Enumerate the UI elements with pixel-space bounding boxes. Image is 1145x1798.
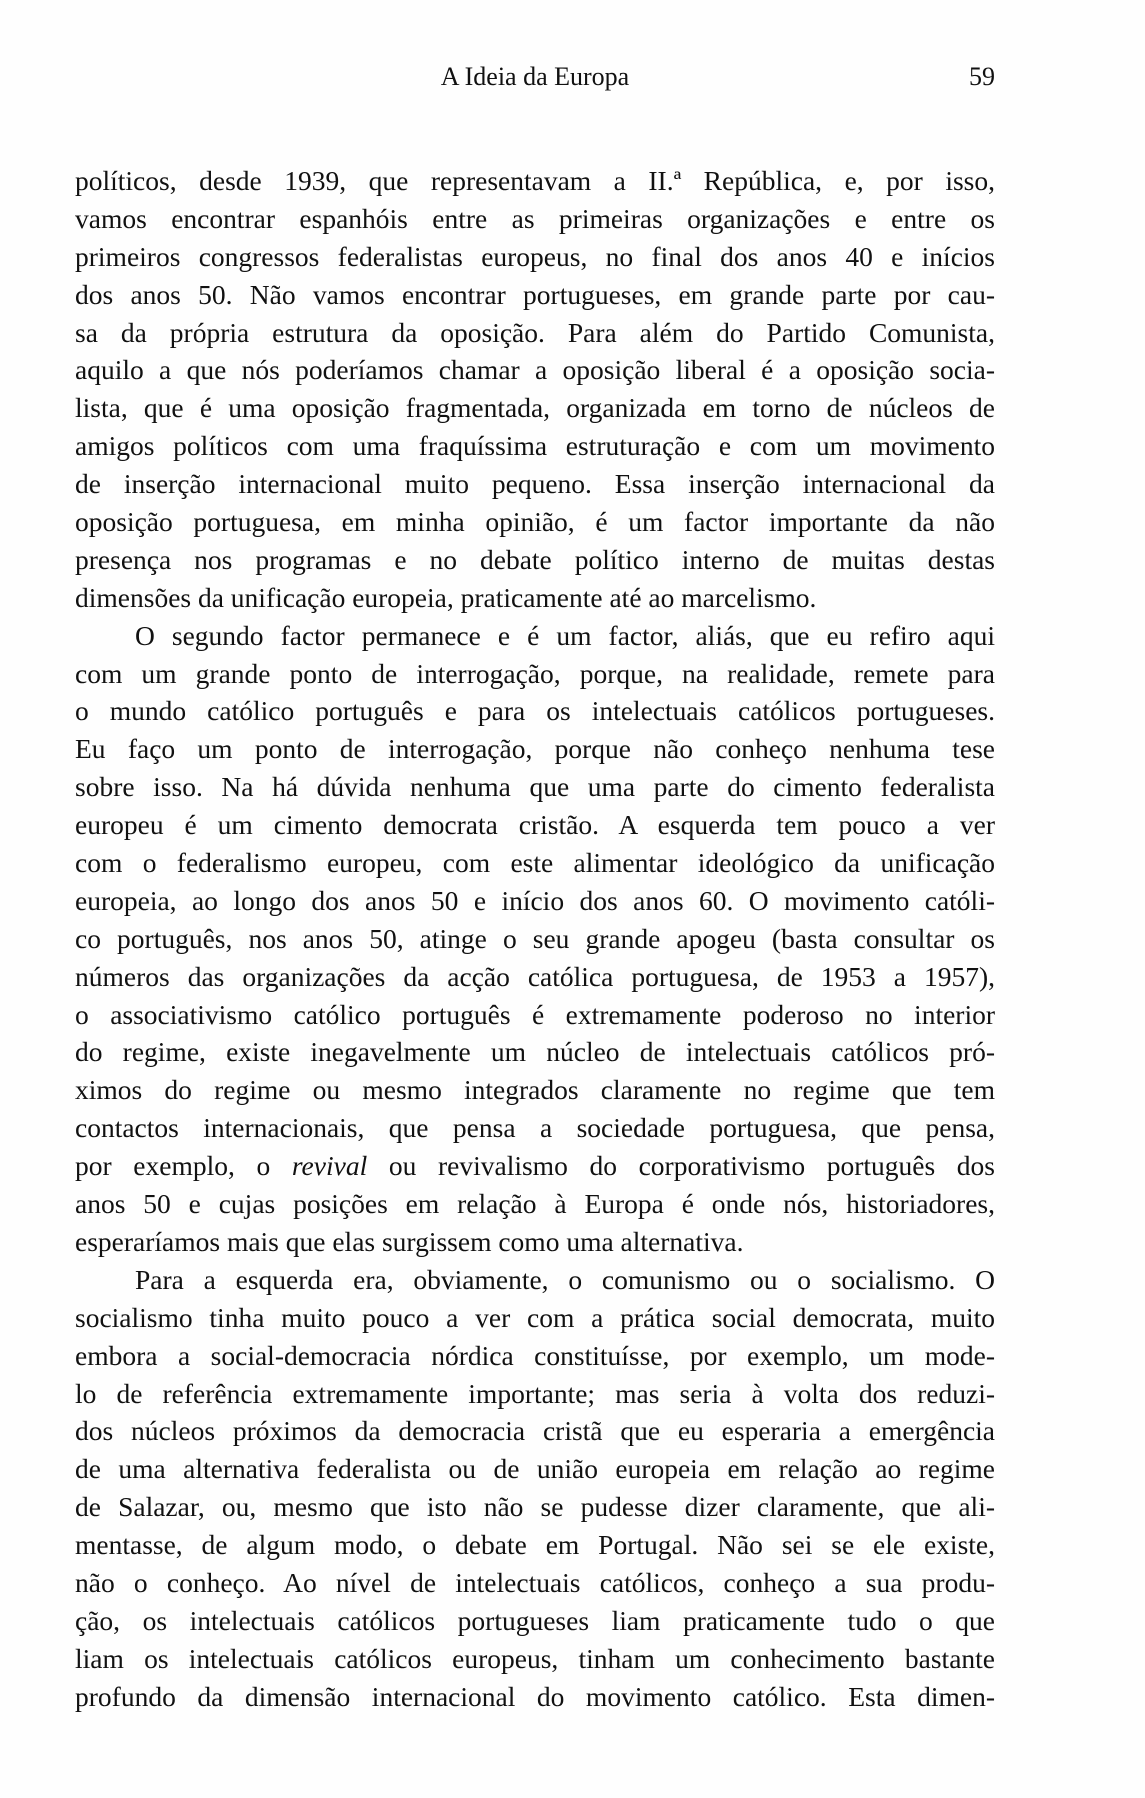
text-line: dos núcleos próximos da democracia cristã que eu esperaria a emergência (75, 1415, 995, 1447)
text-line: o mundo católico português e para os intelectuais católicos portugueses. (75, 695, 995, 727)
text-line: sa da própria estrutura da oposição. Para além do Partido Comunista, (75, 316, 995, 348)
text-line: do regime, existe inegavelmente um núcleo de intelectuais católicos pró- (75, 1036, 995, 1068)
text-line: dos anos 50. Não vamos encontrar portugueses, em grande parte por cau- (75, 278, 995, 310)
text-line: lo de referência extremamente importante; mas seria à volta dos reduzi- (75, 1377, 995, 1409)
text-line: socialismo tinha muito pouco a ver com a prática social democrata, muito (75, 1301, 995, 1333)
text-line: com o federalismo europeu, com este alimentar ideológico da unificação (75, 847, 995, 879)
text-line: sobre isso. Na há dúvida nenhuma que uma parte do cimento federalista (75, 771, 995, 803)
text-line: esperaríamos mais que elas surgissem como uma alternativa. (75, 1225, 744, 1257)
text-line: anos 50 e cujas posições em relação à Europa é onde nós, historiadores, (75, 1188, 995, 1220)
text-line: de inserção internacional muito pequeno. Essa inserção internacional da (75, 468, 995, 500)
text-line: não o conheço. Ao nível de intelectuais católicos, conheço a sua produ- (75, 1566, 995, 1598)
text-line: de uma alternativa federalista ou de união europeia em relação ao regime (75, 1453, 995, 1485)
text-line: co português, nos anos 50, atinge o seu grande apogeu (basta consultar os (75, 922, 995, 954)
text-line: vamos encontrar espanhóis entre as primeiras organizações e entre os (75, 202, 995, 234)
text-line: presença nos programas e no debate político interno de muitas destas (75, 543, 995, 575)
paragraph-1 (75, 162, 995, 617)
text-line: o associativismo católico português é extremamente poderoso no interior (75, 998, 995, 1030)
text-line: aquilo a que nós poderíamos chamar a oposição liberal é a oposição socia- (75, 354, 995, 386)
italic-term: revival (291, 1150, 368, 1182)
text-line: por exemplo, o revival ou revivalismo do corporativismo português dos (75, 1150, 995, 1182)
running-title: A Ideia da Europa (440, 62, 630, 91)
text-line: liam os intelectuais católicos europeus, tinham um conhecimento bastante (75, 1642, 995, 1674)
text-line: embora a social-democracia nórdica constituísse, por exemplo, um mode- (75, 1339, 995, 1371)
text-line: ção, os intelectuais católicos portugueses liam praticamente tudo o que (75, 1604, 995, 1636)
paragraph-3 (75, 1261, 995, 1716)
text-line: Para a esquerda era, obviamente, o comunismo ou o socialismo. O (135, 1263, 995, 1295)
text-line: europeu é um cimento democrata cristão. A esquerda tem pouco a ver (75, 809, 995, 841)
text-line: ximos do regime ou mesmo integrados claramente no regime que tem (75, 1074, 995, 1106)
text-line: políticos, desde 1939, que representavam a II.ª República, e, por isso, (75, 165, 995, 196)
text-line: profundo da dimensão internacional do movimento católico. Esta dimen- (75, 1680, 995, 1712)
text-line: amigos políticos com uma fraquíssima estruturação e com um movimento (75, 430, 995, 462)
text-line: de Salazar, ou, mesmo que isto não se pudesse dizer claramente, que ali- (75, 1491, 995, 1523)
text-line: primeiros congressos federalistas europeus, no final dos anos 40 e inícios (75, 240, 995, 272)
body-text (75, 162, 995, 1716)
text-line: europeia, ao longo dos anos 50 e início dos anos 60. O movimento católi- (75, 884, 995, 916)
text-line: contactos internacionais, que pensa a sociedade portuguesa, que pensa, (75, 1112, 995, 1144)
text-line: com um grande ponto de interrogação, porque, na realidade, remete para (75, 657, 995, 689)
text-line: números das organizações da acção católica portuguesa, de 1953 a 1957), (75, 960, 995, 992)
text-line: mentasse, de algum modo, o debate em Portugal. Não sei se ele existe, (75, 1529, 995, 1561)
page-number: 59 (969, 62, 995, 91)
running-header (75, 62, 995, 102)
paragraph-2 (75, 617, 995, 1261)
text-line: O segundo factor permanece e é um factor, aliás, que eu refiro aqui (135, 619, 995, 651)
text-line: Eu faço um ponto de interrogação, porque não conheço nenhuma tese (75, 733, 995, 765)
text-line: oposição portuguesa, em minha opinião, é um factor importante da não (75, 506, 995, 538)
text-line: lista, que é uma oposição fragmentada, organizada em torno de núcleos de (75, 392, 995, 424)
text-line: dimensões da unificação europeia, praticamente até ao marcelismo. (75, 581, 817, 613)
